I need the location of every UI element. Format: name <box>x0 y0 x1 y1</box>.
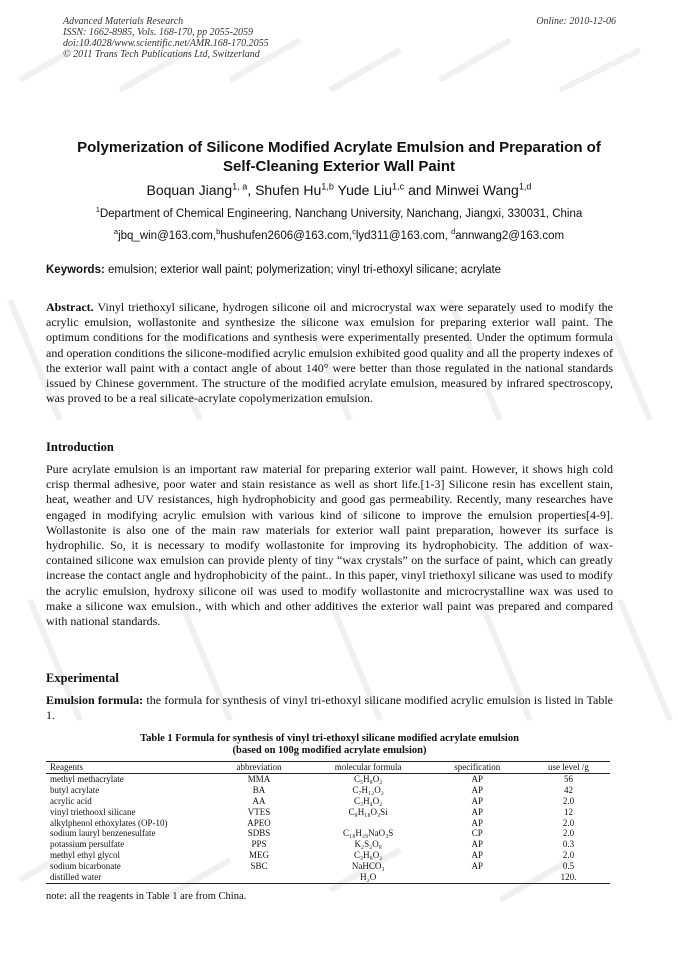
email: lyd311@163.com, <box>355 230 452 242</box>
table-row <box>46 796 610 807</box>
table-cell: C₃H₄O₂ <box>353 795 383 806</box>
emulsion-label: Emulsion formula: <box>46 693 144 707</box>
affiliation <box>0 205 678 220</box>
table-row <box>46 807 610 818</box>
table-cell: SDBS <box>247 828 271 839</box>
keywords-text: emulsion; exterior wall paint; polymerization; vinyl tri-ethoxyl silicane; acrylate <box>104 264 502 276</box>
author-and: and <box>404 182 436 198</box>
table-cell <box>428 872 527 883</box>
table-cell: 120. <box>527 872 610 883</box>
email-sup: b <box>216 227 221 237</box>
table-row <box>46 872 610 883</box>
table-cell: K₂S₂O₈ <box>354 839 382 850</box>
email-list <box>0 227 678 242</box>
affiliation-sup: 1 <box>95 205 100 215</box>
table-cell: C₇H₁₂O₂ <box>352 784 384 795</box>
table-cell: NaHCO₃ <box>351 861 385 872</box>
table-cell: AP <box>471 817 484 828</box>
table-cell: MEG <box>249 850 270 861</box>
abstract-label: Abstract. <box>46 300 94 314</box>
col-header-formula: molecular formula <box>309 762 428 774</box>
table-cell: BA <box>252 784 266 795</box>
title-line-2: Self-Cleaning Exterior Wall Paint <box>223 158 455 175</box>
table-cell: 0.5 <box>562 861 575 872</box>
col-header-specification: specification <box>428 762 527 774</box>
table-cell: AP <box>471 850 484 861</box>
table-cell: 2.0 <box>562 828 575 839</box>
abstract <box>46 300 613 406</box>
email-sup: d <box>451 227 456 237</box>
table-cell: AP <box>471 773 484 784</box>
table-cell: alkylphenol ethoxylates (OP-10) <box>50 817 168 828</box>
author-name: Shufen Hu <box>255 182 322 198</box>
table-row <box>46 828 610 839</box>
table-cell: acrylic acid <box>50 795 92 806</box>
table-cell: VTES <box>247 806 271 817</box>
email: hushufen2606@163.com, <box>220 230 353 242</box>
table-cell: AP <box>471 795 484 806</box>
table-cell: potassium persulfate <box>50 839 125 850</box>
author-sup: 1,d <box>518 181 532 192</box>
col-header-abbreviation: abbreviation <box>209 762 308 774</box>
author-sup: 1,c <box>392 181 405 192</box>
author-name: Boquan Jiang <box>146 182 233 198</box>
col-header-use-level: use level /g <box>527 762 610 774</box>
paper-title <box>40 138 638 176</box>
table-caption-line-2: (based on 100g modified acrylate emulsion) <box>232 745 427 756</box>
table-cell: 12 <box>563 806 573 817</box>
author-sup: 1,b <box>321 181 334 192</box>
journal-name: Advanced Materials Research <box>63 16 184 27</box>
table-row <box>46 850 610 861</box>
table-cell: C₃H₈O₂ <box>353 850 383 861</box>
journal-doi: doi:10.4028/www.scientific.net/AMR.168-170.2055 <box>63 38 269 49</box>
table-cell: AP <box>471 784 484 795</box>
journal-issn: ISSN: 1662-8985, Vols. 168-170, pp 2055-2059 <box>63 27 253 38</box>
table-cell: SBC <box>250 861 268 872</box>
table-cell: methyl methacrylate <box>50 773 124 784</box>
table-cell: 0.3 <box>562 839 575 850</box>
table-cell: CP <box>471 828 483 839</box>
keywords <box>46 264 636 276</box>
introduction-heading: Introduction <box>46 440 114 454</box>
online-date: Online: 2010-12-06 <box>536 16 616 27</box>
keywords-label: Keywords: <box>46 264 105 276</box>
table-cell: PPS <box>251 839 267 850</box>
table-note: note: all the reagents in Table 1 are from China. <box>46 891 247 902</box>
table-cell: C₅H₈O₂ <box>353 773 383 784</box>
email: jbq_win@163.com, <box>118 230 217 242</box>
table-cell: AP <box>471 839 484 850</box>
experimental-heading: Experimental <box>46 671 119 685</box>
affiliation-text: Department of Chemical Engineering, Nanchang University, Nanchang, Jiangxi, 330031, China <box>99 208 583 220</box>
table-cell: sodium lauryl benzenesulfate <box>50 828 156 839</box>
introduction-text: Pure acrylate emulsion is an important raw material for preparing exterior wall paint. However, it shows high cold crisp thermal adhesive, poor water and stain resistance as well as short life.[1-3] Silicone resin has excellent stain, heat, weather and UV resistances, high hydrophobicity and good gas permeability. Recently, many researches have engaged in modifying acrylic emulsion with various kind of silicone to improve the emulsion properties[4-9]. Wollastonite is also one of the main raw materials for exterior wall paint preparation, however its surface is hydrophilic. So, it is necessary to modify wollastonite for improving its hydrophobicity. The addition of wax-contained silicone wax emulsion can provide plenty of tiny “wax crystals” on the surface of paint, which can greatly increase the contact angle and hydrophobicity of the paint.. In this paper, vinyl triethoxyl silicane was used to modify the acrylic emulsion, hydroxy silicone oil was used to modify wollastonite and microcrystalline wax was used to make a silicone wax emulsion., with which and other additives the exterior wall paint was prepared and compared with national standards. <box>46 462 613 629</box>
table-row <box>46 785 610 796</box>
table-cell: C₈H₁₈O₃Si <box>348 806 388 817</box>
table-cell: sodium bicarbonate <box>50 861 121 872</box>
author-separator: , <box>247 182 256 198</box>
emulsion-text: the formula for synthesis of vinyl tri-ethoxyl silicane modified acrylic emulsion is listed in Table 1. <box>46 693 613 723</box>
email: annwang2@163.com <box>455 230 565 242</box>
table-cell: APEO <box>247 817 271 828</box>
table-cell: distilled water <box>46 872 209 883</box>
abstract-text: Vinyl triethoxyl silicane, hydrogen silicone oil and microcrystal wax were separately used to modify the acrylic emulsion, wollastonite and synthesize the silicone wax emulsion for preparing exterior wall paint. The optimum conditions for the modifications and synthesis were experimentally presented. Under the optimum formula and operation conditions the silicone-modified acrylic emulsion exhibited good quality and all the property indexes of the exterior wall paint with a contact angle of about 140° were better than those regulated in the national standards issued by Chinese government. The structure of the modified acrylate emulsion, measured by infrared spectroscopy, was proved to be a real silicate-acrylate copolymerization emulsion. <box>46 300 613 406</box>
table-row <box>46 839 610 850</box>
table-cell: MMA <box>247 773 271 784</box>
author-list <box>0 182 678 198</box>
author-name: Minwei Wang <box>435 182 519 198</box>
table-cell: 2.0 <box>562 817 575 828</box>
table-cell <box>209 872 308 883</box>
table-row <box>46 861 610 872</box>
journal-copyright: © 2011 Trans Tech Publications Ltd, Switzerland <box>63 49 260 60</box>
emulsion-formula <box>46 693 613 723</box>
table-cell: C₁₈H₂₉NaO₃S <box>343 828 394 839</box>
author-sup: 1, a <box>232 181 248 192</box>
col-header-reagents: Reagents <box>46 762 209 774</box>
table-cell: AP <box>471 806 484 817</box>
table-cell: AA <box>252 795 266 806</box>
email-sup: a <box>113 227 119 237</box>
table-cell: H₂O <box>309 872 428 883</box>
formula-table <box>46 761 610 884</box>
journal-header <box>63 16 269 60</box>
table-cell: 56 <box>563 773 573 784</box>
table-cell <box>309 818 428 829</box>
table-caption-line-1: Table 1 Formula for synthesis of vinyl tri-ethoxyl silicane modified acrylate emulsion <box>140 733 519 744</box>
table-cell: 2.0 <box>562 795 575 806</box>
table-row <box>46 773 610 784</box>
table-cell: butyl acrylate <box>50 784 100 795</box>
table-row <box>46 818 610 829</box>
table-cell: AP <box>471 861 484 872</box>
table-cell: methyl ethyl glycol <box>50 850 120 861</box>
table-cell: 2.0 <box>562 850 575 861</box>
email-sup: c <box>352 227 356 237</box>
table-header-row <box>46 762 610 774</box>
author-name: Yude Liu <box>337 182 393 198</box>
table-caption <box>46 733 613 757</box>
table-cell: vinyl triethooxl silicane <box>50 806 136 817</box>
table-cell: 42 <box>563 784 573 795</box>
title-line-1: Polymerization of Silicone Modified Acrylate Emulsion and Preparation of <box>77 139 601 156</box>
